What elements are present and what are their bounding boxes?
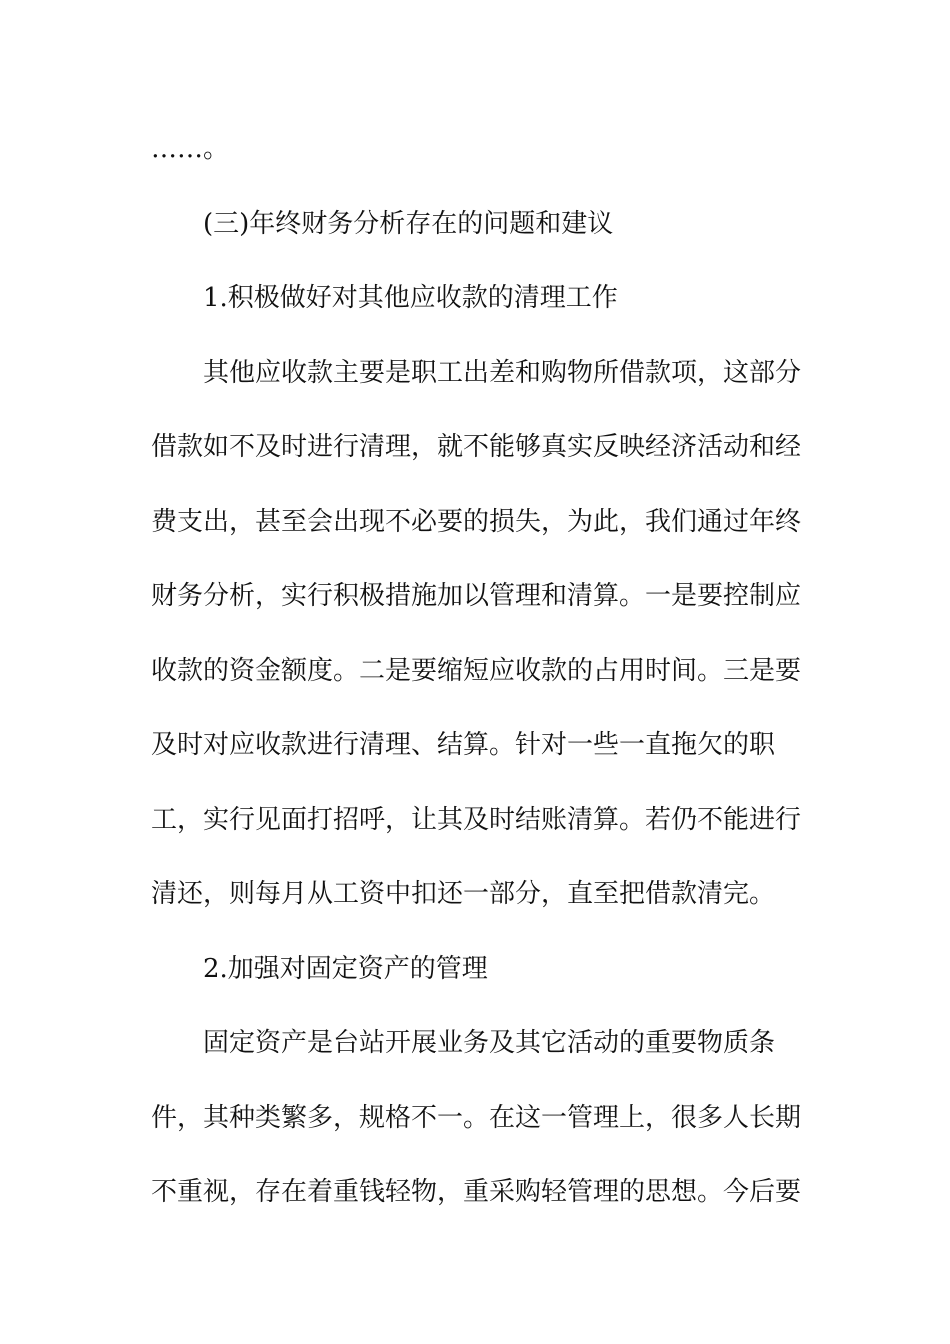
paragraph-2-line-3: 不重视，存在着重钱轻物，重采购轻管理的思想。今后要 — [151, 1177, 802, 1207]
document-body — [151, 112, 801, 1230]
paragraph-1-line-1: 其他应收款主要是职工出差和购物所借款项，这部分 — [203, 357, 802, 388]
paragraph-1-line-2: 借款如不及时进行清理，就不能够真实反映经济活动和经 — [151, 432, 802, 462]
text-line-ellipsis: ……。 — [151, 134, 230, 164]
section-heading-3: (三)年终财务分析存在的问题和建议 — [203, 208, 614, 239]
paragraph-1-line-5: 收款的资金额度。二是要缩短应收款的占用时间。三是要 — [151, 655, 802, 686]
paragraph-1-line-3: 费支出，甚至会出现不必要的损失，为此，我们通过年终 — [151, 506, 802, 537]
paragraph-1-line-8: 清还，则每月从工资中扣还一部分，直至把借款清完。 — [151, 879, 776, 909]
paragraph-2-line-2: 件，其种类繁多，规格不一。在这一管理上，很多人长期 — [151, 1102, 802, 1133]
paragraph-2-line-1: 固定资产是台站开展业务及其它活动的重要物质条 — [203, 1028, 776, 1058]
subheading-2: 2.加强对固定资产的管理 — [203, 953, 488, 984]
paragraph-1-line-6: 及时对应收款进行清理、结算。针对一些一直拖欠的职 — [151, 730, 776, 760]
paragraph-1-line-4: 财务分析，实行积极措施加以管理和清算。一是要控制应 — [151, 581, 802, 611]
paragraph-1-line-7: 工，实行见面打招呼，让其及时结账清算。若仍不能进行 — [151, 804, 802, 835]
subheading-1: 1.积极做好对其他应收款的清理工作 — [203, 283, 618, 313]
